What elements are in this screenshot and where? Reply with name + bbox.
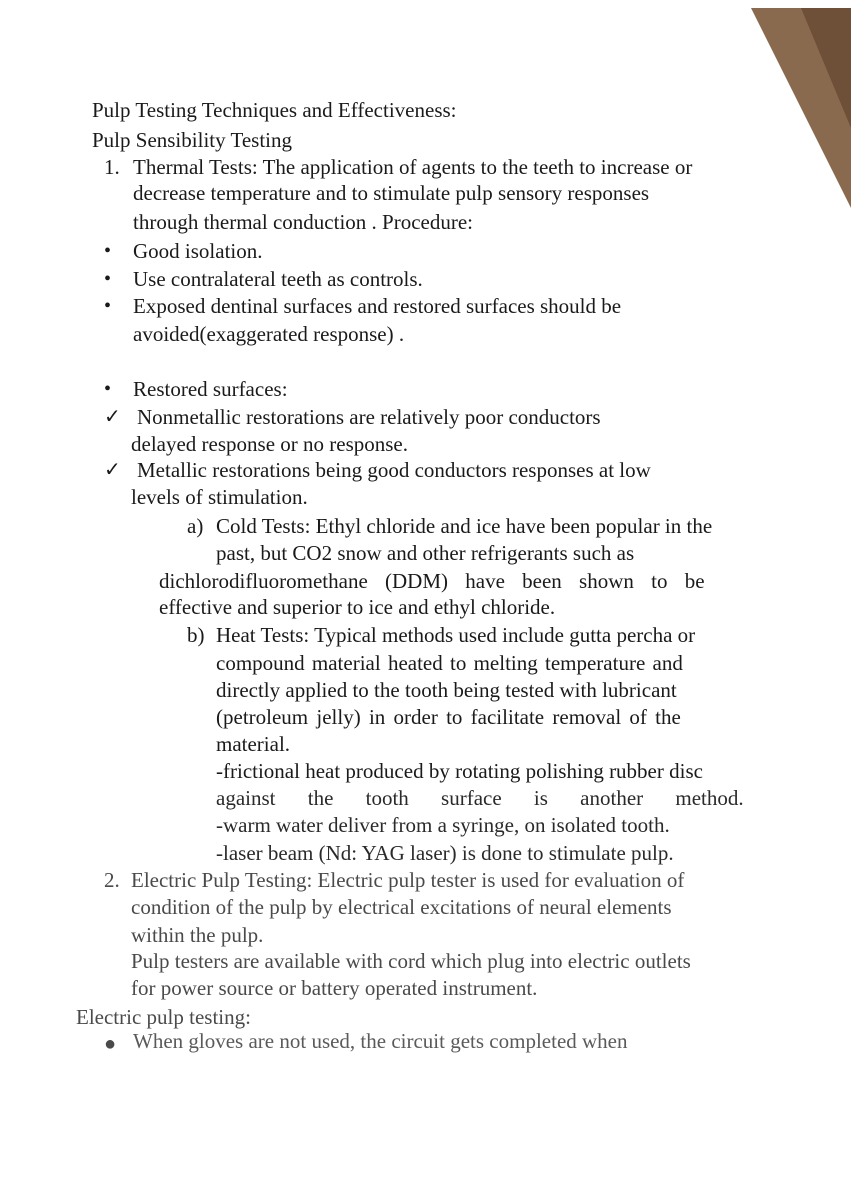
- item-1-line: decrease temperature and to stimulate pulp sensory responses: [133, 181, 650, 205]
- bullet-icon: ●: [104, 1033, 117, 1055]
- bullet-text: Use contralateral teeth as controls.: [133, 267, 423, 291]
- item-2-line: condition of the pulp by electrical excitations of neural elements: [131, 895, 672, 919]
- document-title: Pulp Testing Techniques and Effectiveness:: [92, 98, 457, 122]
- item-2-line: Electric Pulp Testing: Electric pulp tester is used for evaluation of: [131, 868, 685, 892]
- check-text: Metallic restorations being good conductors responses at low: [137, 458, 651, 482]
- item-2-line: for power source or battery operated instrument.: [131, 976, 538, 1000]
- item-1-line: through thermal conduction . Procedure:: [133, 210, 473, 234]
- item-1-line: Thermal Tests: The application of agents to the teeth to increase or: [133, 155, 693, 179]
- heat-tests-line: (petroleum jelly) in order to facilitate removal of the: [216, 705, 681, 729]
- cold-tests-line: Cold Tests: Ethyl chloride and ice have been popular in the: [216, 514, 713, 538]
- check-text-continued: delayed response or no response.: [131, 432, 408, 456]
- heat-tests-line: against the tooth surface is another method.: [216, 786, 744, 810]
- checkmark-icon: ✓: [104, 406, 121, 428]
- section-heading: Electric pulp testing:: [76, 1005, 251, 1029]
- heat-tests-line: compound material heated to melting temperature and: [216, 651, 683, 675]
- heat-tests-line: directly applied to the tooth being tested with lubricant: [216, 678, 677, 702]
- subitem-b-marker: b): [187, 623, 205, 647]
- bullet-text: When gloves are not used, the circuit gets completed when: [133, 1029, 628, 1053]
- item-2-line: within the pulp.: [131, 923, 264, 947]
- cold-tests-line: past, but CO2 snow and other refrigerants such as: [216, 541, 635, 565]
- bullet-icon: •: [104, 268, 112, 290]
- cold-tests-line: dichlorodifluoromethane (DDM) have been shown to be: [159, 569, 705, 593]
- subitem-a-marker: a): [187, 514, 204, 538]
- bullet-text: Exposed dentinal surfaces and restored surfaces should be: [133, 294, 622, 318]
- bullet-icon: •: [104, 378, 112, 400]
- bullet-icon: •: [104, 295, 112, 317]
- item-2-number: 2.: [104, 868, 120, 892]
- check-text: Nonmetallic restorations are relatively poor conductors: [137, 405, 601, 429]
- heat-tests-line: Heat Tests: Typical methods used include gutta percha or: [216, 623, 696, 647]
- heat-tests-line: material.: [216, 732, 291, 756]
- bullet-text-continued: avoided(exaggerated response) .: [133, 322, 405, 346]
- heat-tests-line: -laser beam (Nd: YAG laser) is done to stimulate pulp.: [216, 841, 674, 865]
- item-1-number: 1.: [104, 155, 120, 179]
- bullet-text: Restored surfaces:: [133, 377, 288, 401]
- check-text-continued: levels of stimulation.: [131, 485, 308, 509]
- bullet-icon: •: [104, 240, 112, 262]
- item-2-line: Pulp testers are available with cord which plug into electric outlets: [131, 949, 691, 973]
- cold-tests-line: effective and superior to ice and ethyl chloride.: [159, 595, 556, 619]
- checkmark-icon: ✓: [104, 459, 121, 481]
- bullet-text: Good isolation.: [133, 239, 263, 263]
- section-heading: Pulp Sensibility Testing: [92, 128, 293, 152]
- page-corner-shadow: [801, 8, 851, 128]
- heat-tests-line: -frictional heat produced by rotating polishing rubber disc: [216, 759, 703, 783]
- heat-tests-line: -warm water deliver from a syringe, on isolated tooth.: [216, 813, 670, 837]
